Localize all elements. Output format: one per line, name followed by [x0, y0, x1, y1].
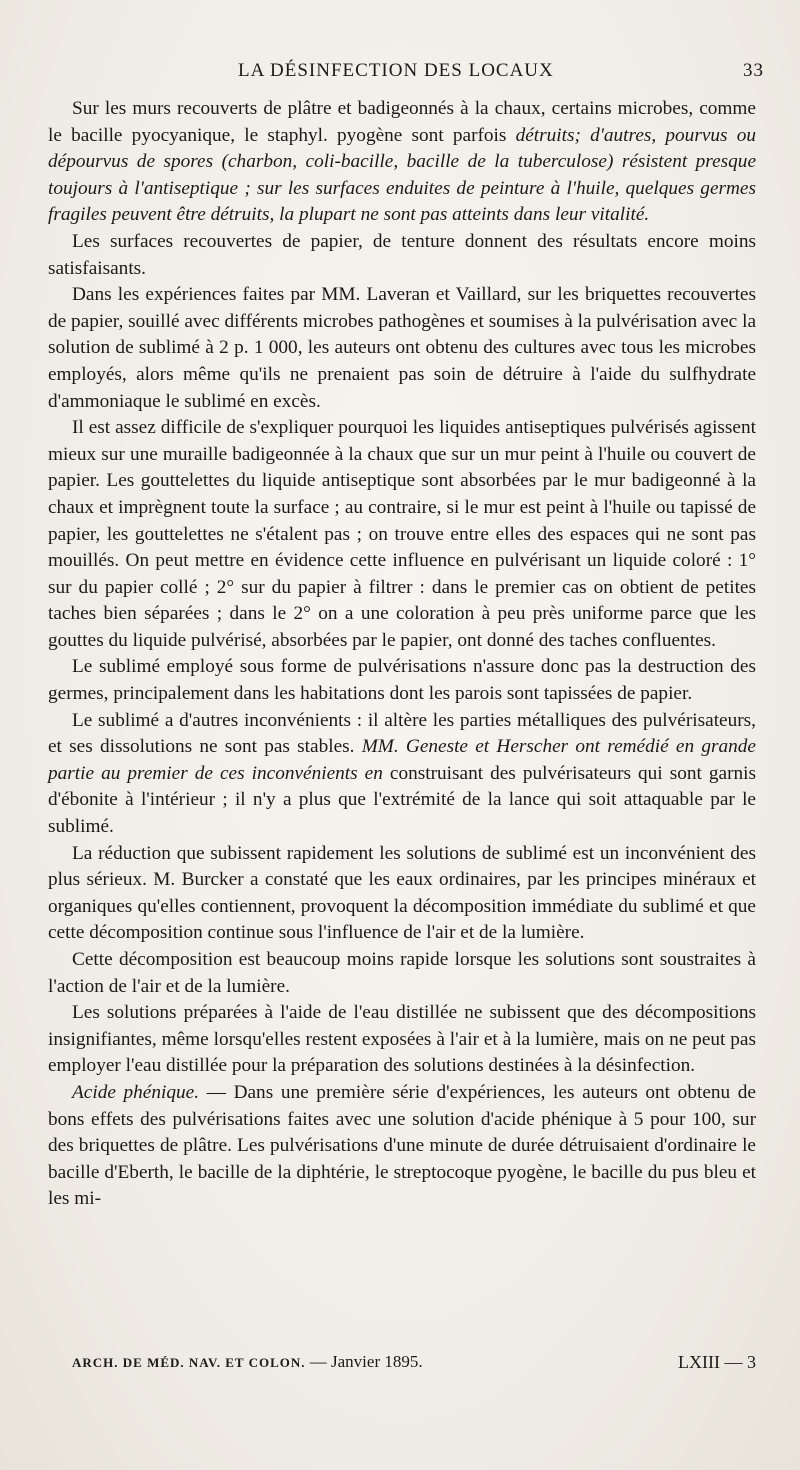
paragraph-1: Sur les murs recouverts de plâtre et badigeonnés à la chaux, certains microbes, comme le bacille pyocyanique, le staphyl. pyogène sont parfois détruits; d'autres, pourvus ou dépourvus de spores (charbon, coli-bacille, bacille de la tuberculose) résistent presque toujours à l'antiseptique ; sur les surfaces enduites de peinture à l'huile, quelques germes fragiles peuvent être détruits, la plupart ne sont pas atteints dans leur vitalité. — [48, 98, 757, 226]
paragraph-5: Le sublimé employé sous forme de pulvérisations n'assure donc pas la destruction des germes, principalement dans les habitations dont les parois sont tapissées de papier. — [48, 656, 756, 705]
paragraph-9: Les solutions préparées à l'aide de l'eau distillée ne subissent que des décompositions insignifiantes, même lorsqu'elles restent exposées à l'air et à la lumière, mais on ne peut pas employer l'eau distillée pour la préparation des solutions destinées à la désinfection. — [48, 1002, 756, 1077]
paragraph-4: Il est assez difficile de s'expliquer pourquoi les liquides antiseptiques pulvérisés agissent mieux sur une muraille badigeonnée à la chaux que sur un mur peint à l'huile ou couvert de papier. Les gouttelettes du liquide antiseptique sont absorbées par le mur badigeonné à la chaux et imprègnent toute la surface ; au contraire, si le mur est peint à l'huile ou tapissé de papier, les gouttelettes ne s'étalent pas ; on trouve entre elles des espaces qui ne sont pas mouillés. On peut mettre en évidence cette influence en pulvérisant un liquide coloré : 1° sur du papier collé ; 2° sur du papier à filtrer : dans le premier cas on obtient de petites taches bien séparées ; dans le 2° on a une coloration à peu près uniforme parce que les gouttes du liquide pulvérisé, absorbées par le papier, ont donné des taches confluentes. — [48, 417, 756, 651]
page-number: 33 — [743, 60, 764, 81]
signature-mark: LXIII — 3 — [678, 1352, 756, 1372]
paragraph-6: Le sublimé a d'autres inconvénients : il altère les parties métalliques des pulvérisateurs, et ses dissolutions ne sont pas stables. MM. Geneste et Herscher ont remédié en grande partie au premier de ces inconvénients en construisant des pulvérisateurs qui sont garnis d'ébonite à l'intérieur ; il n'y a plus que l'extrémité de la lance qui soit attaquable par le sublimé. — [48, 709, 756, 838]
page-footer — [72, 1352, 756, 1378]
paragraph-2: Les surfaces recouvertes de papier, de tenture donnent des résultats encore moins satisfaisants. — [48, 230, 756, 279]
paragraph-10: Acide phénique. — Dans une première série d'expériences, les auteurs ont obtenu de bons effets des pulvérisations faites avec une solution d'acide phénique à 5 pour 100, sur des briquettes de plâtre. Les pulvérisations d'une minute de durée détruisaient d'ordinaire le bacille d'Eberth, le bacille de la diphtérie, le streptocoque pyogène, le bacille du pus bleu et les mi- — [48, 1081, 756, 1210]
body-text — [48, 96, 756, 1213]
paragraph-3: Dans les expériences faites par MM. Laveran et Vaillard, sur les briquettes recouvertes de papier, souillé avec différents microbes pathogènes et soumises à la pulvérisation avec la solution de sublimé à 2 p. 1 000, les auteurs ont obtenu des cultures avec tous les microbes employés, alors même qu'ils ne prenaient pas soin de détruire à l'aide du sulfhydrate d'ammoniaque le sublimé en excès. — [48, 284, 756, 412]
journal-source: ARCH. DE MÉD. NAV. ET COLON. — Janvier 1895. — [72, 1352, 423, 1371]
paragraph-8: Cette décomposition est beaucoup moins rapide lorsque les solutions sont soustraites à l'action de l'air et de la lumière. — [48, 949, 756, 997]
running-title: LA DÉSINFECTION DES LOCAUX — [238, 60, 554, 81]
running-header — [48, 60, 764, 86]
paragraph-7: La réduction que subissent rapidement les solutions de sublimé est un inconvénient des plus sérieux. M. Burcker a constaté que les eaux ordinaires, par les principes minéraux et organiques qu'elles contiennent, provoquent la décomposition immédiate du sublimé et que cette décomposition continue sous l'influence de l'air et de la lumière. — [48, 842, 756, 944]
section-heading: Acide phénique. — [72, 1081, 200, 1103]
